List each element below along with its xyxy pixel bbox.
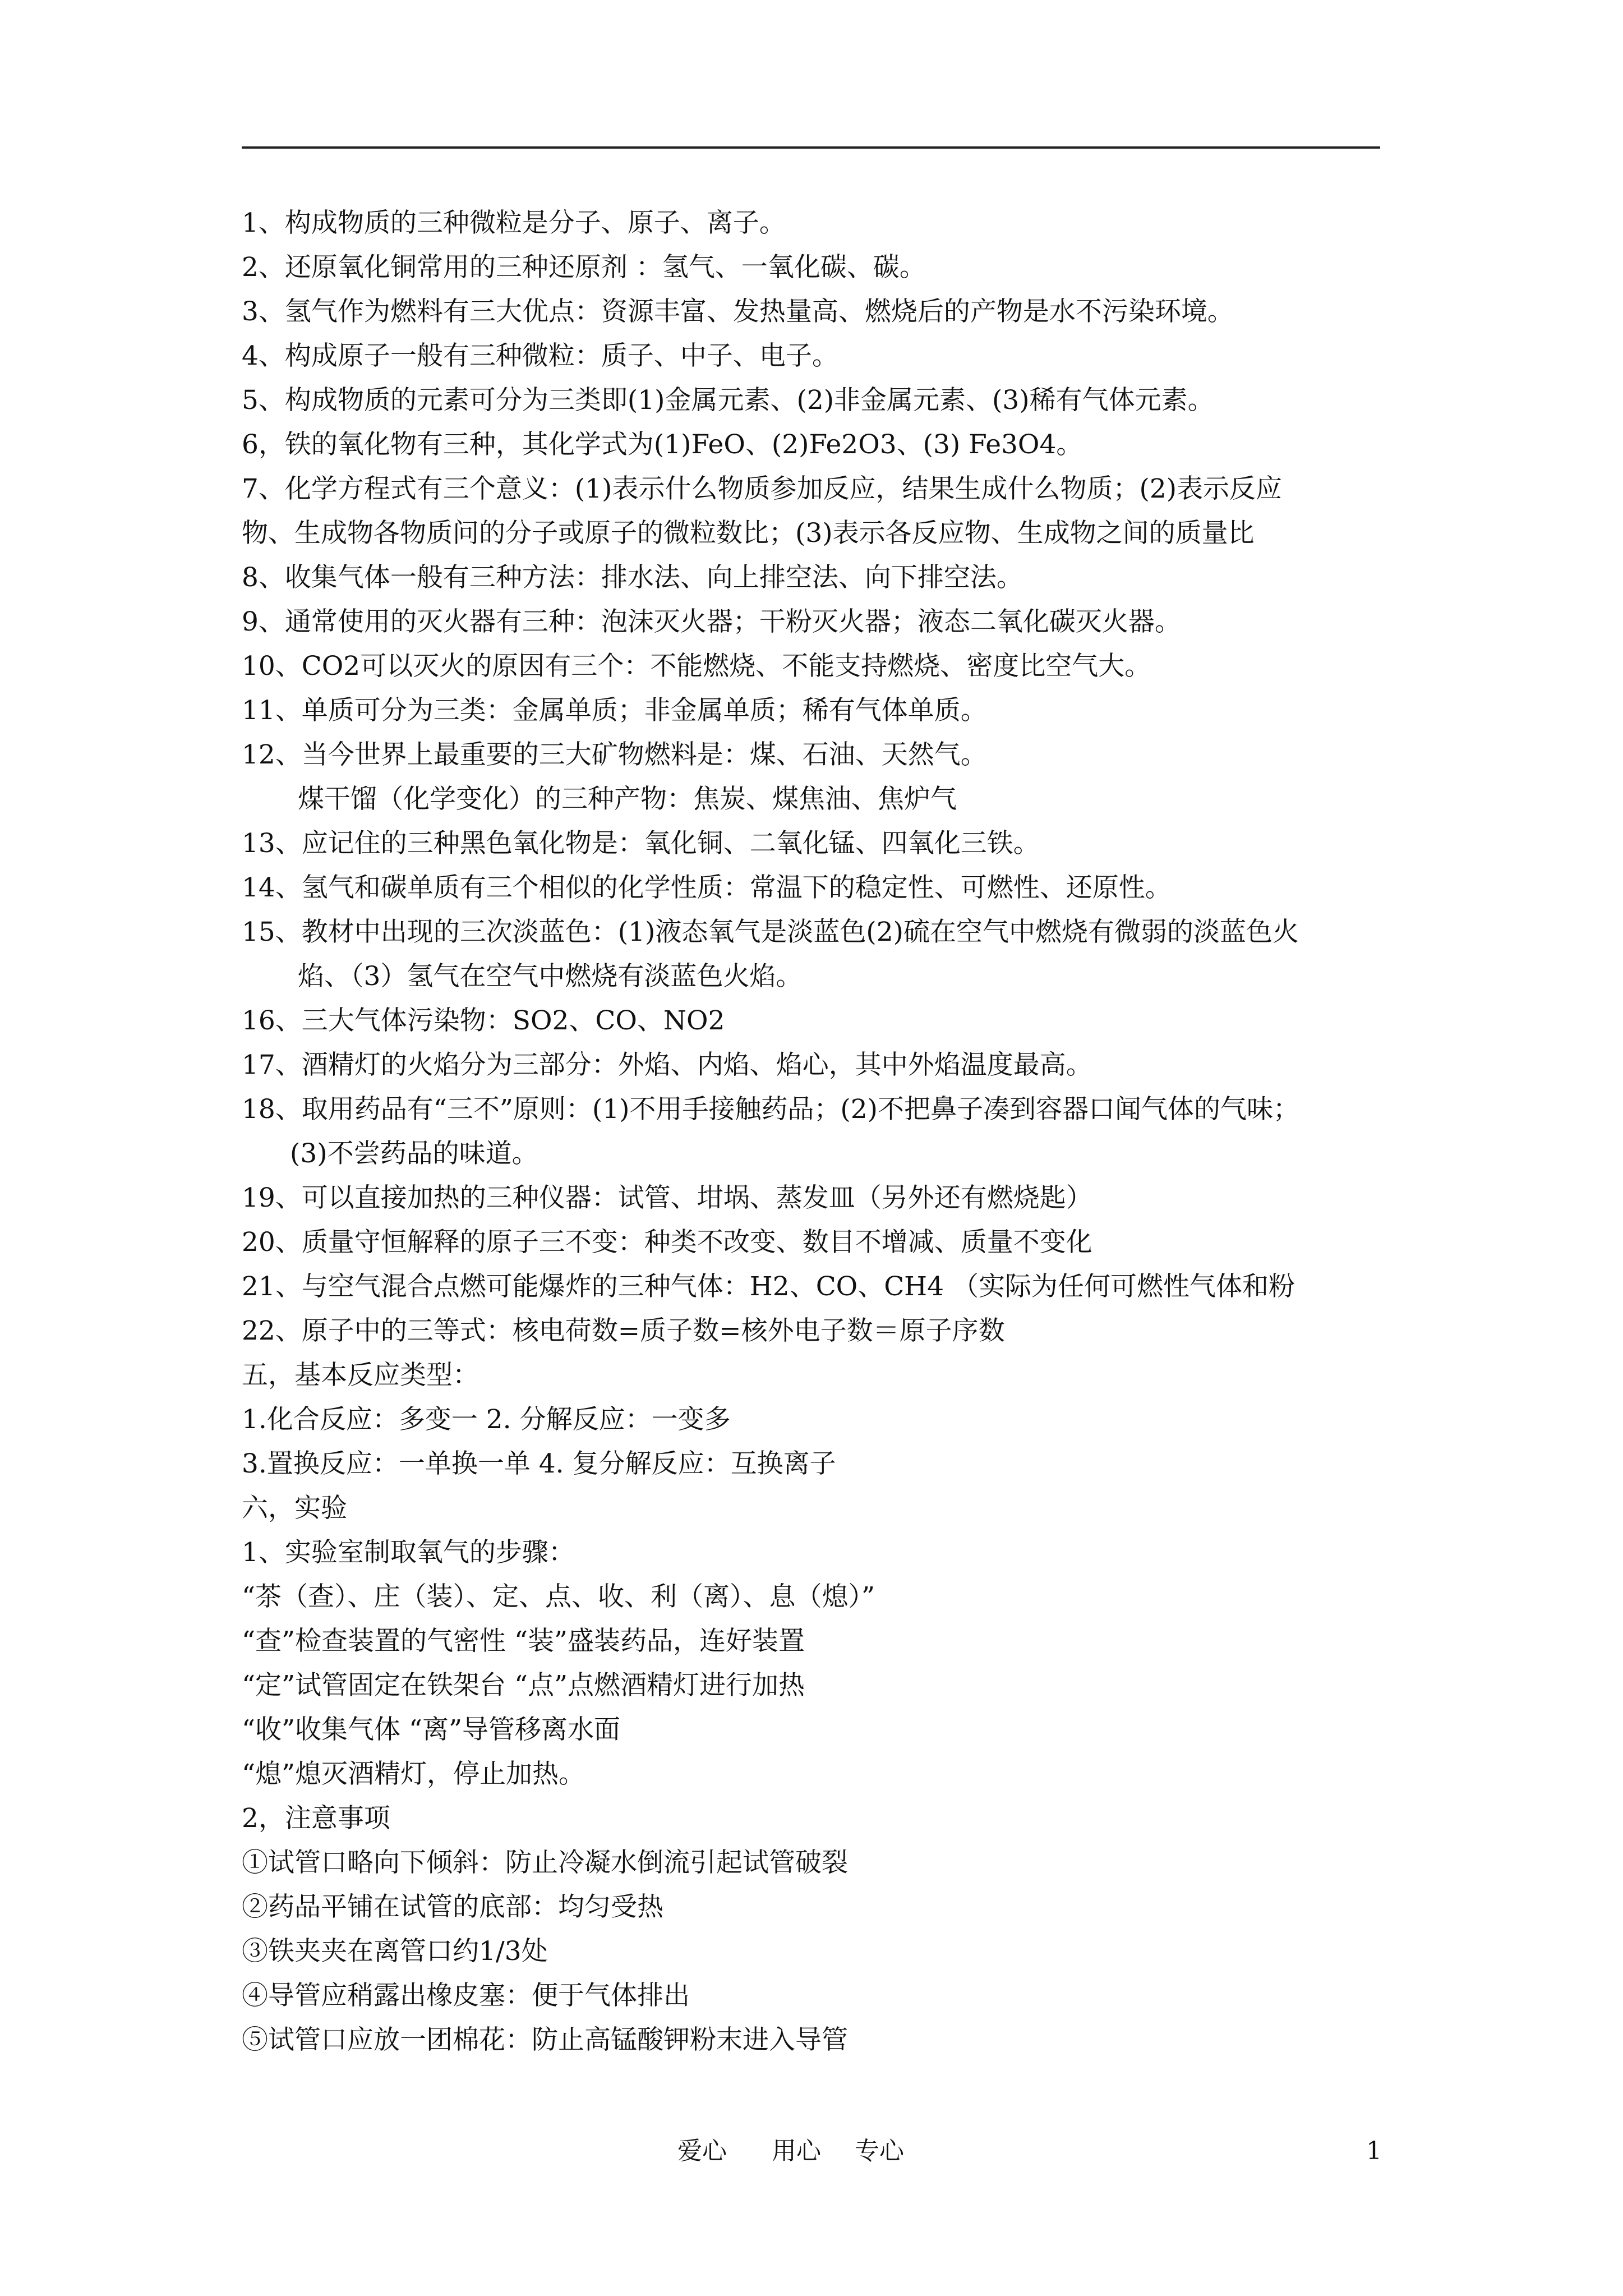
text-line: 6，铁的氧化物有三种，其化学式为(1)FeO、(2)Fe2O3、(3) Fe3O4。 <box>242 429 1083 460</box>
section-heading: 六，实验 <box>242 1493 347 1524</box>
text-line: “定”试管固定在铁架台 “点”点燃酒精灯进行加热 <box>242 1670 805 1701</box>
text-line: 1.化合反应：多变一 2. 分解反应：一变多 <box>242 1404 731 1435</box>
text-line: 15、教材中出现的三次淡蓝色：(1)液态氧气是淡蓝色(2)硫在空气中燃烧有微弱的淡蓝色火 <box>242 917 1299 947</box>
text-line: (3)不尝药品的味道。 <box>290 1138 538 1169</box>
text-line: 2，注意事项 <box>242 1803 390 1834</box>
document-body <box>242 201 1391 2062</box>
text-line: 3、氢气作为燃料有三大优点：资源丰富、发热量高、燃烧后的产物是水不污染环境。 <box>242 296 1234 327</box>
text-line: 21、与空气混合点燃可能爆炸的三种气体：H2、CO、CH4 （实际为任何可燃性气体和粉 <box>242 1271 1295 1302</box>
text-line: 14、氢气和碳单质有三个相似的化学性质：常温下的稳定性、可燃性、还原性。 <box>242 872 1172 903</box>
text-line: 22、原子中的三等式：核电荷数=质子数=核外电子数＝原子序数 <box>242 1315 1005 1346</box>
text-line: 4、构成原子一般有三种微粒：质子、中子、电子。 <box>242 341 838 371</box>
text-line: 17、酒精灯的火焰分为三部分：外焰、内焰、焰心，其中外焰温度最高。 <box>242 1050 1092 1080</box>
text-line: 1、实验室制取氧气的步骤： <box>242 1537 575 1568</box>
footer-motto-word: 爱心 <box>677 2137 727 2165</box>
text-line: 12、当今世界上最重要的三大矿物燃料是：煤、石油、天然气。 <box>242 739 987 770</box>
text-line: 2、还原氧化铜常用的三种还原剂 ：氢气、一氧化碳、碳。 <box>242 252 926 283</box>
text-line: 1、构成物质的三种微粒是分子、原子、离子。 <box>242 208 786 238</box>
text-line: “查”检查装置的气密性 “装”盛装药品，连好装置 <box>242 1626 805 1657</box>
text-line: ②药品平铺在试管的底部：均匀受热 <box>242 1892 663 1922</box>
text-line: 13、应记住的三种黑色氧化物是：氧化铜、二氧化锰、四氧化三铁。 <box>242 828 1040 859</box>
text-line: “茶（查）、庄（装）、定、点、收、利（离）、息（熄）” <box>242 1581 875 1612</box>
footer-motto <box>677 2134 904 2168</box>
text-line: ③铁夹夹在离管口约1/3处 <box>242 1936 548 1967</box>
page-number: 1 <box>1366 2137 1382 2165</box>
text-line: 8、收集气体一般有三种方法：排水法、向上排空法、向下排空法。 <box>242 562 1023 593</box>
text-line: 16、三大气体污染物：SO2、CO、NO2 <box>242 1005 725 1036</box>
text-line: 5、构成物质的元素可分为三类即(1)金属元素、(2)非金属元素、(3)稀有气体元素。 <box>242 385 1214 416</box>
header-rule <box>242 146 1380 149</box>
text-line: 18、取用药品有“三不”原则：(1)不用手接触药品；(2)不把鼻子凑到容器口闻气体的气味； <box>242 1094 1300 1125</box>
text-line: 3.置换反应：一单换一单 4. 复分解反应：互换离子 <box>242 1448 836 1479</box>
text-line: 物、生成物各物质问的分子或原子的微粒数比；(3)表示各反应物、生成物之间的质量比 <box>242 518 1255 549</box>
footer-motto-word: 用心 <box>772 2137 821 2165</box>
text-line: “收”收集气体 “离”导管移离水面 <box>242 1714 621 1745</box>
text-line: 10、CO2可以灭火的原因有三个：不能燃烧、不能支持燃烧、密度比空气大。 <box>242 651 1151 682</box>
text-line: 焰、（3）氢气在空气中燃烧有淡蓝色火焰。 <box>298 961 803 992</box>
section-heading: 五，基本反应类型： <box>242 1360 479 1391</box>
text-line: ④导管应稍露出橡皮塞：便于气体排出 <box>242 1980 690 2011</box>
text-line: 19、可以直接加热的三种仪器：试管、坩埚、蒸发皿（另外还有燃烧匙） <box>242 1182 1092 1213</box>
footer-motto-word: 专心 <box>855 2137 904 2165</box>
text-line: 9、通常使用的灭火器有三种：泡沫灭火器；干粉灭火器；液态二氧化碳灭火器。 <box>242 606 1181 637</box>
text-line: 煤干馏（化学变化）的三种产物：焦炭、煤焦油、焦炉气 <box>298 784 957 815</box>
text-line: 11、单质可分为三类：金属单质；非金属单质；稀有气体单质。 <box>242 695 987 726</box>
text-line: 20、质量守恒解释的原子三不变：种类不改变、数目不增减、质量不变化 <box>242 1227 1092 1258</box>
text-line: 7、化学方程式有三个意义：(1)表示什么物质参加反应，结果生成什么物质；(2)表示反应 <box>242 473 1283 504</box>
text-line: ①试管口略向下倾斜：防止冷凝水倒流引起试管破裂 <box>242 1847 848 1878</box>
text-line: ⑤试管口应放一团棉花：防止高锰酸钾粉末进入导管 <box>242 2024 848 2055</box>
text-line: “熄”熄灭酒精灯，停止加热。 <box>242 1759 585 1789</box>
